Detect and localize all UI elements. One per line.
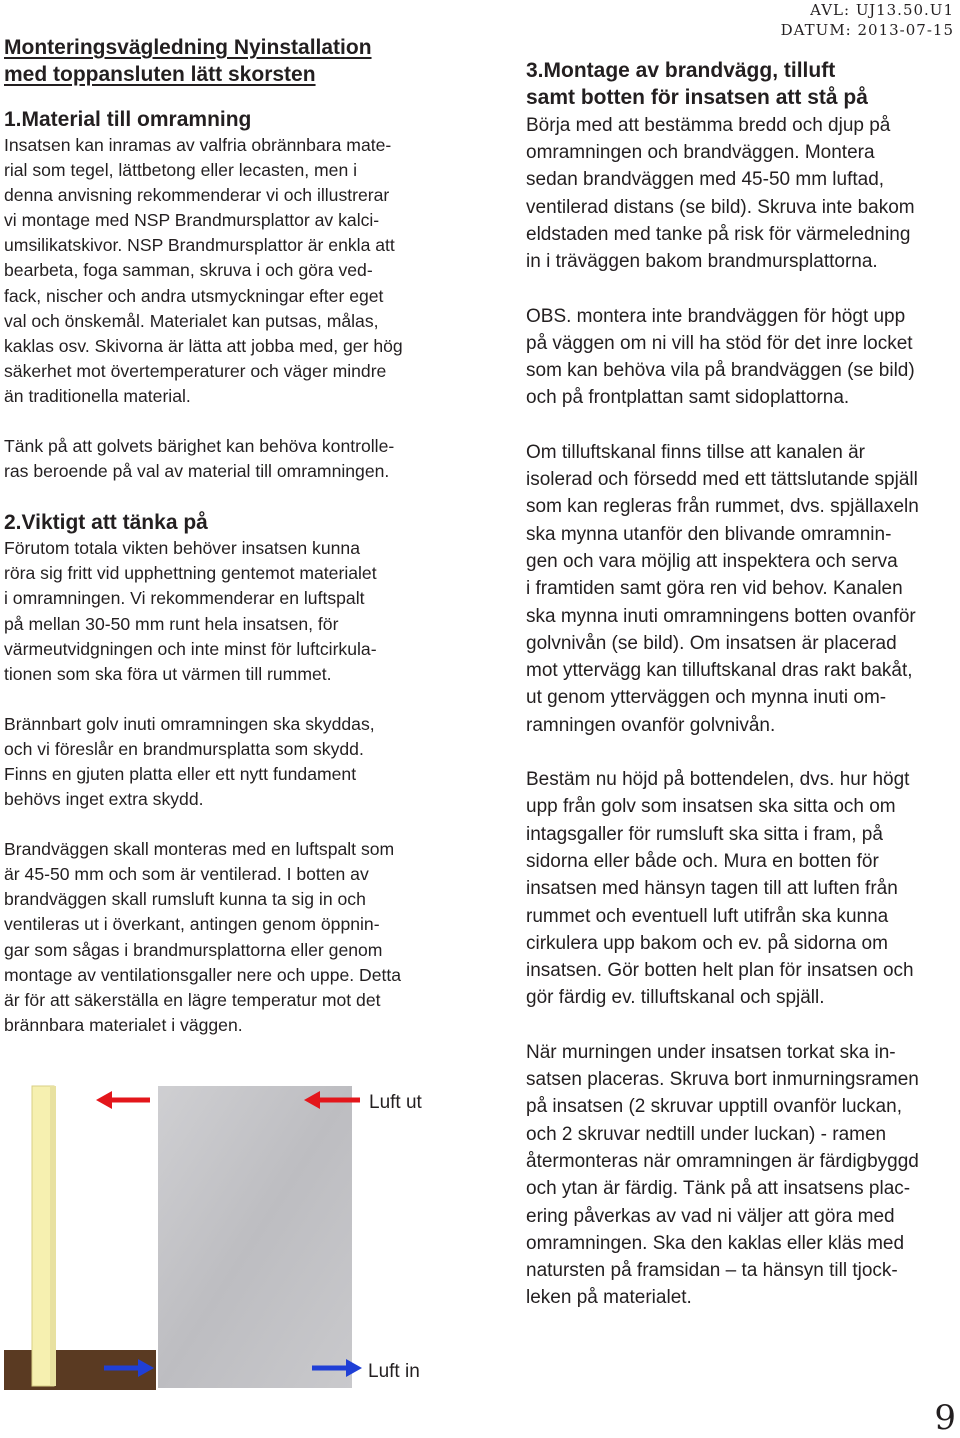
firewall-ventilation-diagram [0, 1070, 500, 1400]
section-3-heading: 3.Montage av brandvägg, tilluft samt botten för insatsen att stå på [526, 59, 868, 110]
wall-inner-layer [50, 1086, 56, 1386]
section-2-paragraph-1: Förutom totala vikten behöver insatsen kunna röra sig fritt vid upphettning gentemot materialet i omramningen. Vi rekommenderar en luftspalt på mellan 30-50 mm runt hela insatsen, för värmeutvidgningen och inte minst för luftcirkula- tionen som ska föra ut värmen till rummet. [4, 538, 377, 684]
section-3-paragraph-5: När murningen under insatsen torkat ska in- satsen placeras. Skruva bort inmurningsramen på insatsen (2 skruvar upptill ovanför luckan, och 2 skruvar nedtill under luckan) - ramen återmonteras när omramningen är färdigbyggd och ytan är färdig. Tänk på att insatsens plac- ering påverkas av vad ni väljer att göra med omramningen. Ska den kaklas eller kläs med natursten på framsidan – ta hänsyn till tjock- leken på materialet. [526, 1041, 919, 1309]
firewall-board [158, 1086, 352, 1388]
air-out-arrowhead-left [96, 1091, 112, 1109]
section-3-paragraph-1: Börja med att bestämma bredd och djup på omramningen och brandväggen. Montera sedan brandväggen med 45-50 mm luftad, ventilerad distans (se bild). Skruva inte bakom eldstaden med tanke på risk för värmeledning in i träväggen bakom brandmursplattorna. [526, 114, 915, 273]
air-in-arrowhead-right [346, 1359, 362, 1377]
section-1-paragraph-1: Insatsen kan inramas av valfria obrännbara mate- rial som tegel, lättbetong eller lecasten, men i denna anvisning rekommenderar vi och illustrerar vi montage med NSP Brandmursplattor av kalci- umsilikatskivor. NSP Brandmursplattor är enkla att bearbeta, foga samman, skruva i och göra ved- fack, nischer och andra utsmyckningar efter eget val och önskemål. Materialet kan putsas, målas, kaklas osv. Skivorna är lätta att jobba med, ger hög säkerhet mot övertemperaturer och väger mindre än traditionella material. [4, 135, 403, 406]
document-date: DATUM: 2013-07-15 [780, 21, 954, 39]
right-column [526, 57, 946, 1312]
document-code: AVL: UJ13.50.U1 [810, 1, 954, 19]
document-header [781, 0, 954, 40]
label-air-out: Luft ut [369, 1092, 422, 1113]
page-title: Monteringsvägledning Nyinstallation med toppansluten lätt skorsten [4, 36, 372, 86]
label-air-in: Luft in [368, 1361, 420, 1382]
section-1-heading: 1.Material till omramning [4, 108, 252, 131]
section-3-paragraph-4: Bestäm nu höjd på bottendelen, dvs. hur högt upp från golv som insatsen ska sitta och om intagsgaller för rumsluft ska sitta i fram, på sidorna eller både och. Mura en botten för insatsen med hänsyn tagen till att luften från rummet och eventuell luft utifrån ska kunna cirkulera upp bakom och ev. på sidorna om insatsen. Gör botten helt plan för insatsen och gör färdig ev. tilluftskanal och spjäll. [526, 769, 914, 1009]
page-number: 9 [934, 1398, 956, 1438]
section-3-paragraph-3: Om tilluftskanal finns tillse att kanalen är isolerad och försedd med ett tättslutande spjäll som kan regleras från rummet, dvs. spjällaxeln ska mynna utanför den blivande omramnin- gen och vara möjlig att inspektera och serva i framtiden samt göra ren vid behov. Kanalen ska mynna inuti omramningens botten ovanför golvnivån (se bild). Om insatsen är placerad mot yttervägg kan tilluftskanal dras rakt bakåt, ut genom ytterväggen och mynna inuti om- ramningen ovanför golvnivån. [526, 441, 919, 736]
section-2-paragraph-2: Brännbart golv inuti omramningen ska skyddas, och vi föreslår en brandmursplatta som skydd. Finns en gjuten platta eller ett nytt fundament behövs inget extra skydd. [4, 713, 375, 810]
section-2-paragraph-3: Brandväggen skall monteras med en luftspalt som är 45-50 mm och som är ventilerad. I botten av brandväggen skall rumsluft kunna ta sig in och ventileras ut i överkant, antingen genom öppnin- gar som sågas i brandmursplattorna eller genom montage av ventilationsgaller nere och uppe. Detta är för att säkerställa en lägre temperatur mot det brännbara materialet i väggen. [4, 839, 402, 1035]
section-1-paragraph-2: Tänk på att golvets bärighet kan behöva kontrolle- ras beroende på val av material till omramningen. [4, 436, 395, 482]
section-2-heading: 2.Viktigt att tänka på [4, 511, 208, 535]
left-column [4, 106, 414, 1038]
section-3-paragraph-2: OBS. montera inte brandväggen för högt upp på väggen om ni vill ha stöd för det inre locket som kan behöva vila på brandväggen (se bild) och på frontplattan samt sidoplattorna. [526, 305, 915, 409]
